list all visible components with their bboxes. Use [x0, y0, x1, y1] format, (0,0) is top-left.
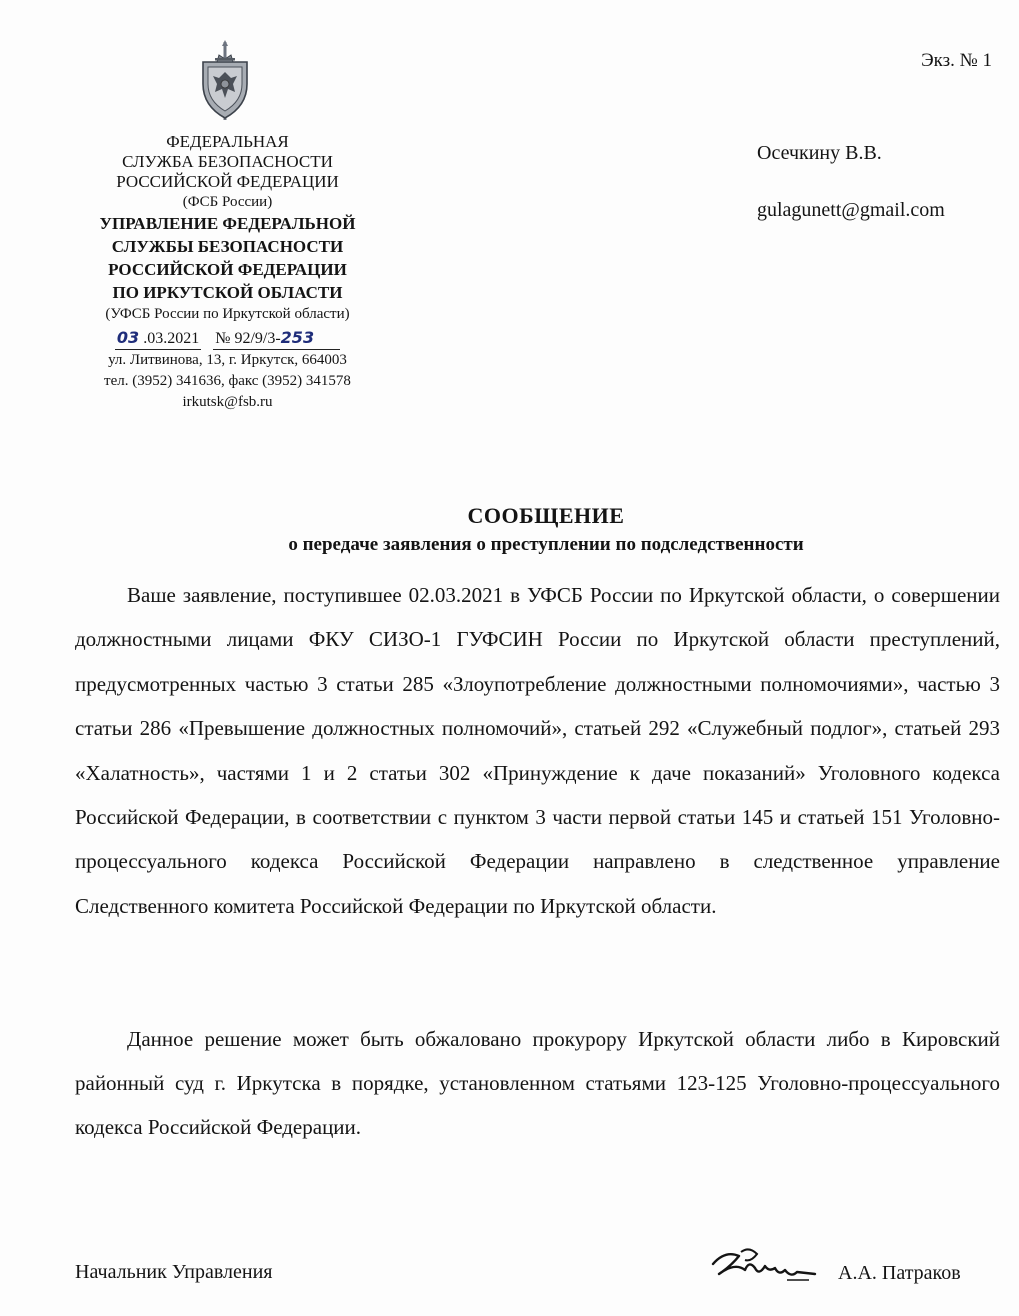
recipient-email: gulagunett@gmail.com — [757, 199, 945, 221]
dept-line: УПРАВЛЕНИЕ ФЕДЕРАЛЬНОЙ — [99, 214, 356, 233]
reg-date-rest: .03.2021 — [143, 330, 200, 347]
reg-day: 03 — [116, 328, 140, 347]
document-title: СООБЩЕНИЕ — [467, 503, 625, 528]
reg-number-prefix: № 92/9/3- — [215, 330, 281, 347]
dept-line: ПО ИРКУТСКОЙ ОБЛАСТИ — [112, 283, 343, 302]
fsb-emblem-icon — [195, 40, 255, 124]
reg-number — [213, 328, 340, 350]
body-text — [75, 573, 1000, 928]
reg-date — [115, 328, 201, 350]
paragraph-1: Ваше заявление, поступившее 02.03.2021 в УФСБ России по Иркутской области, о совершении должностными лицами ФКУ СИЗО-1 ГУФСИН России по Иркутской области преступлений, предусмотренных частью 3 статьи 285 «Злоупотребление должностными полномочиями», частью 3 статьи 286 «Превышение должностных полномочий», статьей 292 «Служебный подлог», статьей 293 «Халатность», частями 1 и 2 статьи 302 «Принуждение к даче показаний» Уголовного кодекса Российской Федерации, в соответствии с пунктом 3 части первой статьи 145 и статьей 151 Уголовно-процессуального кодекса Российской Федерации направлено в следственное управление Следственного комитета Российской Федерации по Иркутской области. — [75, 583, 1000, 918]
org-line: РОССИЙСКОЙ ФЕДЕРАЦИИ — [116, 172, 339, 191]
org-abbr: (ФСБ России) — [182, 194, 273, 210]
recipient-name: Осечкину В.В. — [757, 142, 882, 164]
signature-icon — [705, 1242, 820, 1292]
reg-number-hand: 253 — [280, 328, 315, 347]
header-email: irkutsk@fsb.ru — [182, 394, 273, 410]
dept-line: СЛУЖБЫ БЕЗОПАСНОСТИ — [111, 237, 344, 256]
signer-position: Начальник Управления — [75, 1261, 273, 1283]
org-line: СЛУЖБА БЕЗОПАСНОСТИ — [122, 152, 333, 171]
phone: тел. (3952) 341636, факс (3952) 341578 — [104, 373, 351, 389]
address: ул. Литвинова, 13, г. Иркутск, 664003 — [108, 352, 347, 368]
registration-row — [55, 328, 400, 350]
document-subtitle: о передаче заявления о преступлении по подследственности — [288, 534, 804, 555]
dept-line: РОССИЙСКОЙ ФЕДЕРАЦИИ — [108, 260, 347, 279]
paragraph-2: Данное решение может быть обжаловано прокурору Иркутской области либо в Кировский районный суд г. Иркутска в порядке, установленном статьями 123-125 Уголовно-процессуального кодекса Российской Федерации. — [75, 1027, 1000, 1139]
copy-number: Экз. № 1 — [921, 50, 992, 71]
signer-name: А.А. Патраков — [838, 1262, 961, 1284]
sender-header — [55, 132, 400, 413]
org-line: ФЕДЕРАЛЬНАЯ — [166, 132, 289, 151]
dept-abbr: (УФСБ России по Иркутской области) — [105, 306, 350, 322]
